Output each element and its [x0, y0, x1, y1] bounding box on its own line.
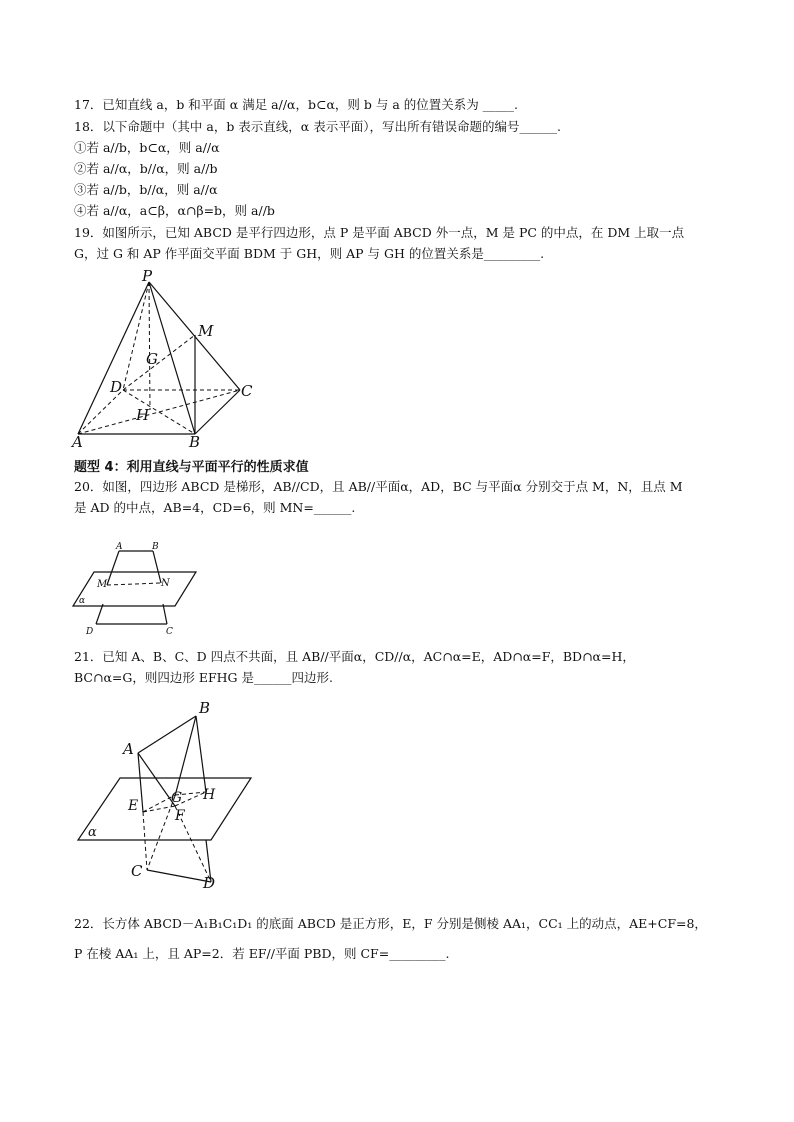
label-A-q20: A — [116, 542, 123, 552]
question-18-option-3: ③若 a//b，b//α，则 a//α — [74, 182, 218, 197]
question-20-line-1: 20．如图，四边形 ABCD 是梯形，AB//CD，且 AB//平面α，AD，BC 与平面α 分别交于点 M，N，且点 M — [74, 479, 683, 494]
trapezoid-figure — [73, 551, 196, 624]
section-heading-4: 题型 4：利用直线与平面平行的性质求值 — [74, 460, 309, 475]
question-20-line-2: 是 AD 的中点，AB=4，CD=6，则 MN=______. — [74, 500, 356, 515]
label-C-q21: C — [131, 862, 143, 880]
label-G-q21: G — [171, 790, 183, 806]
label-B: B — [189, 433, 201, 451]
label-D-q20: D — [86, 627, 94, 637]
label-C: C — [241, 382, 253, 400]
label-B-q20: B — [152, 542, 159, 552]
label-M-q20: M — [97, 579, 108, 590]
label-H: H — [136, 406, 150, 424]
question-21-line-2: BC∩α=G，则四边形 EFHG 是______四边形. — [74, 670, 333, 685]
question-19-line-2: G，过 G 和 AP 作平面交平面 BDM 于 GH，则 AP 与 GH 的位置关系是_________. — [74, 246, 545, 261]
question-18-option-2: ②若 a//α，b//α，则 a//b — [74, 161, 218, 176]
tetrahedron-figure — [78, 716, 251, 882]
label-F-q21: F — [175, 808, 185, 824]
label-alpha-q20: α — [79, 596, 86, 606]
label-M: M — [198, 322, 214, 340]
label-G: G — [146, 350, 158, 368]
label-D: D — [110, 378, 123, 396]
label-C-q20: C — [166, 627, 173, 637]
label-alpha-q21: α — [88, 825, 97, 840]
question-18-option-4: ④若 a//α，a⊂β，α∩β=b，则 a//b — [74, 203, 275, 218]
question-22-line-2: P 在棱 AA₁ 上，且 AP=2．若 EF//平面 PBD，则 CF=_________. — [74, 946, 450, 961]
question-19-line-1: 19．如图所示，已知 ABCD 是平行四边形，点 P 是平面 ABCD 外一点，M 是 PC 的中点，在 DM 上取一点 — [74, 225, 685, 240]
question-17: 17．已知直线 a，b 和平面 α 满足 a//α，b⊂α，则 b 与 a 的位置关系为 _____. — [74, 97, 518, 112]
label-N-q20: N — [161, 578, 170, 589]
question-18-option-1: ①若 a//b，b⊂α，则 a//α — [74, 140, 220, 155]
label-P: P — [142, 267, 153, 285]
question-18-stem: 18．以下命题中（其中 a，b 表示直线，α 表示平面），写出所有错误命题的编号______. — [74, 119, 561, 134]
label-A-q21: A — [123, 740, 134, 758]
pyramid-edges — [78, 282, 240, 434]
question-21-line-1: 21．已知 A、B、C、D 四点不共面，且 AB//平面α，CD//α，AC∩α=E，AD∩α=F，BD∩α=H， — [74, 649, 635, 664]
label-B-q21: B — [199, 699, 211, 717]
label-D-q21: D — [203, 874, 216, 892]
label-A: A — [72, 433, 83, 451]
label-E-q21: E — [128, 798, 139, 814]
label-H-q21: H — [203, 787, 216, 803]
question-22-line-1: 22．长方体 ABCD－A₁B₁C₁D₁ 的底面 ABCD 是正方形，E，F 分别是侧棱 AA₁，CC₁ 上的动点，AE+CF=8， — [74, 916, 707, 931]
